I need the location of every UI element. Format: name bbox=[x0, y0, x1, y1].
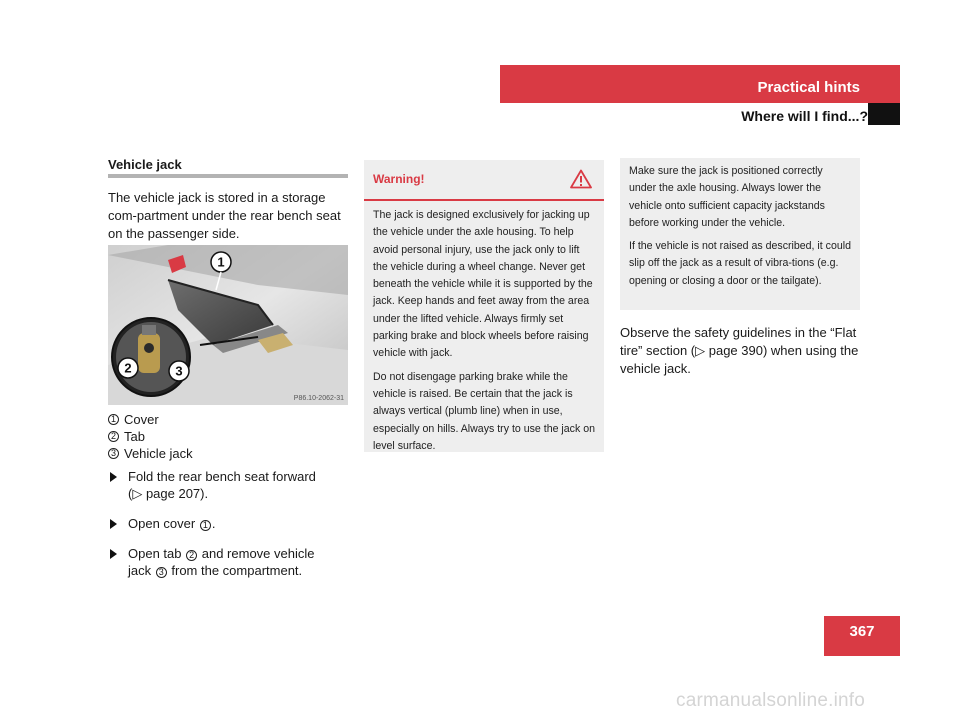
step-text: Open cover bbox=[128, 516, 196, 531]
step-text: jack bbox=[128, 563, 152, 578]
warning-triangle-icon bbox=[570, 169, 592, 189]
legend-item bbox=[108, 428, 348, 445]
bullet-triangle-icon bbox=[110, 549, 117, 559]
section-rule bbox=[108, 174, 348, 178]
warning-paragraph: If the vehicle is not raised as described, it could slip off the jack as a result of vibra-tions (e.g. opening or closing a door or the tailgate). bbox=[629, 240, 851, 287]
callout-3: 3 bbox=[175, 363, 183, 379]
step-ref-number: 3 bbox=[156, 567, 167, 578]
callout-2: 2 bbox=[124, 360, 132, 376]
instruction-steps bbox=[108, 468, 352, 592]
step-text: and remove vehicle bbox=[201, 546, 315, 561]
bullet-triangle-icon bbox=[110, 519, 117, 529]
watermark: carmanualsonline.info bbox=[676, 690, 866, 711]
callout-1: 1 bbox=[217, 254, 225, 270]
step-fold-seat bbox=[108, 468, 352, 502]
legend-item bbox=[108, 445, 348, 462]
legend-item bbox=[108, 411, 348, 428]
step-remove-jack bbox=[108, 545, 352, 579]
warning-header bbox=[364, 160, 604, 201]
chapter-title: Practical hints bbox=[757, 79, 860, 96]
warning-body bbox=[364, 201, 604, 455]
warning-paragraph: Make sure the jack is positioned correctly under the axle housing. Always lower the vehicle onto sufficient capacity jackstands before working under the vehicle. bbox=[629, 165, 825, 229]
warning-paragraph: Do not disengage parking brake while the vehicle is raised. Be certain that the jack is always vertical (plumb line) when in use, especially on hills. Always try to use the jack on level surface. bbox=[373, 370, 595, 452]
bullet-triangle-icon bbox=[110, 472, 117, 482]
warning-continued-box bbox=[620, 158, 860, 310]
section-title: Vehicle jack bbox=[108, 157, 182, 172]
figure-legend bbox=[108, 411, 348, 462]
legend-label: Vehicle jack bbox=[124, 446, 193, 461]
legend-number: 1 bbox=[108, 414, 119, 425]
page-number: 367 bbox=[824, 616, 900, 656]
legend-number: 3 bbox=[108, 448, 119, 459]
chapter-banner bbox=[500, 65, 900, 103]
step-text: Fold the rear bench seat forward bbox=[128, 469, 316, 484]
legend-label: Cover bbox=[124, 412, 159, 427]
step-text: . bbox=[211, 516, 216, 531]
step-text: Open tab bbox=[128, 546, 182, 561]
warning-title: Warning! bbox=[373, 172, 425, 186]
warning-box bbox=[364, 160, 604, 452]
step-text: from the compartment. bbox=[171, 563, 303, 578]
step-ref-number: 2 bbox=[186, 550, 197, 561]
warning-paragraph: The jack is designed exclusively for jacking up the vehicle under the axle housing. To help avoid personal injury, use the jack only to lift the vehicle during a wheel change. Never get beneath the vehicle while it is supported by the jack. Keep hands and feet away from the area under the lifted vehicle. Always firmly set parking brake and block wheels before raising vehicle with jack. bbox=[373, 209, 593, 360]
step-open-cover bbox=[108, 515, 352, 532]
header-marker bbox=[868, 103, 900, 125]
step-ref-number: 1 bbox=[200, 520, 211, 531]
jack-compartment-photo bbox=[108, 245, 348, 405]
observe-guidelines-text: Observe the safety guidelines in the “Flat tire” section (▷ page 390) when using the vehicle jack. bbox=[620, 325, 859, 376]
figure-code: P86.10-2062-31 bbox=[293, 395, 344, 402]
section-header: Where will I find...? bbox=[741, 108, 868, 124]
legend-label: Tab bbox=[124, 429, 145, 444]
intro-text: The vehicle jack is stored in a storage com-partment under the rear bench seat on the passenger side. bbox=[108, 190, 341, 241]
step-page-ref: (▷ page 207). bbox=[128, 486, 209, 501]
legend-number: 2 bbox=[108, 431, 119, 442]
